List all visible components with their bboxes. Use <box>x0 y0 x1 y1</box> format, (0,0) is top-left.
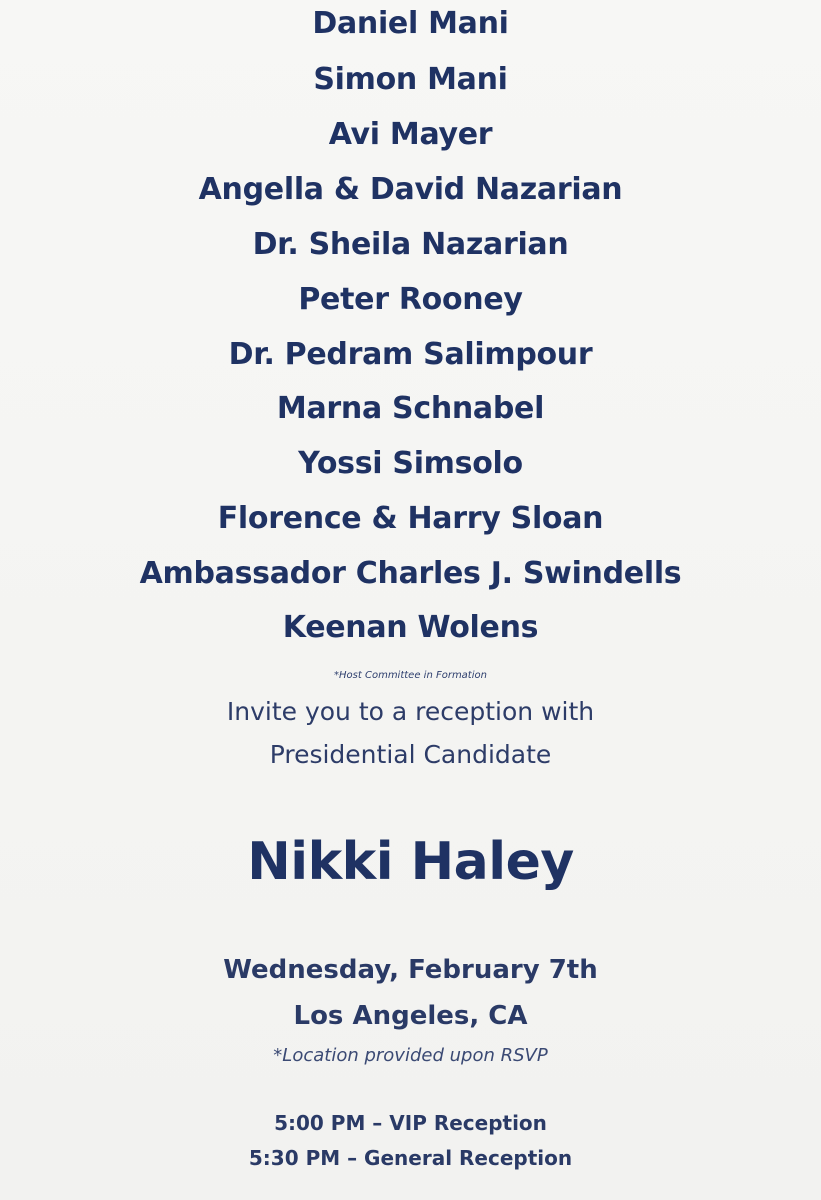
host-name: Keenan Wolens <box>282 610 539 645</box>
host-name: Dr. Pedram Salimpour <box>228 337 593 372</box>
host-name: Simon Mani <box>313 62 508 97</box>
invitation-line-1: Invite you to a reception with <box>226 697 595 726</box>
schedule-item-general: 5:30 PM – General Reception <box>248 1146 573 1170</box>
host-name: Dr. Sheila Nazarian <box>252 227 569 262</box>
host-name: Yossi Simsolo <box>298 446 523 481</box>
invitation-line-2: Presidential Candidate <box>269 740 552 769</box>
event-date: Wednesday, February 7th <box>223 955 598 985</box>
host-name: Daniel Mani <box>312 6 509 41</box>
host-name: Florence & Harry Sloan <box>217 501 604 536</box>
host-name: Avi Mayer <box>328 117 493 152</box>
host-name: Peter Rooney <box>298 282 523 317</box>
host-name: Angella & David Nazarian <box>198 172 623 207</box>
event-location: Los Angeles, CA <box>293 1001 528 1031</box>
schedule-item-vip: 5:00 PM – VIP Reception <box>274 1111 547 1135</box>
host-name: Marna Schnabel <box>276 391 545 426</box>
host-committee-note: *Host Committee in Formation <box>334 670 487 681</box>
candidate-name: Nikki Haley <box>247 832 574 892</box>
host-name: Ambassador Charles J. Swindells <box>139 556 682 591</box>
location-note: *Location provided upon RSVP <box>273 1045 548 1066</box>
